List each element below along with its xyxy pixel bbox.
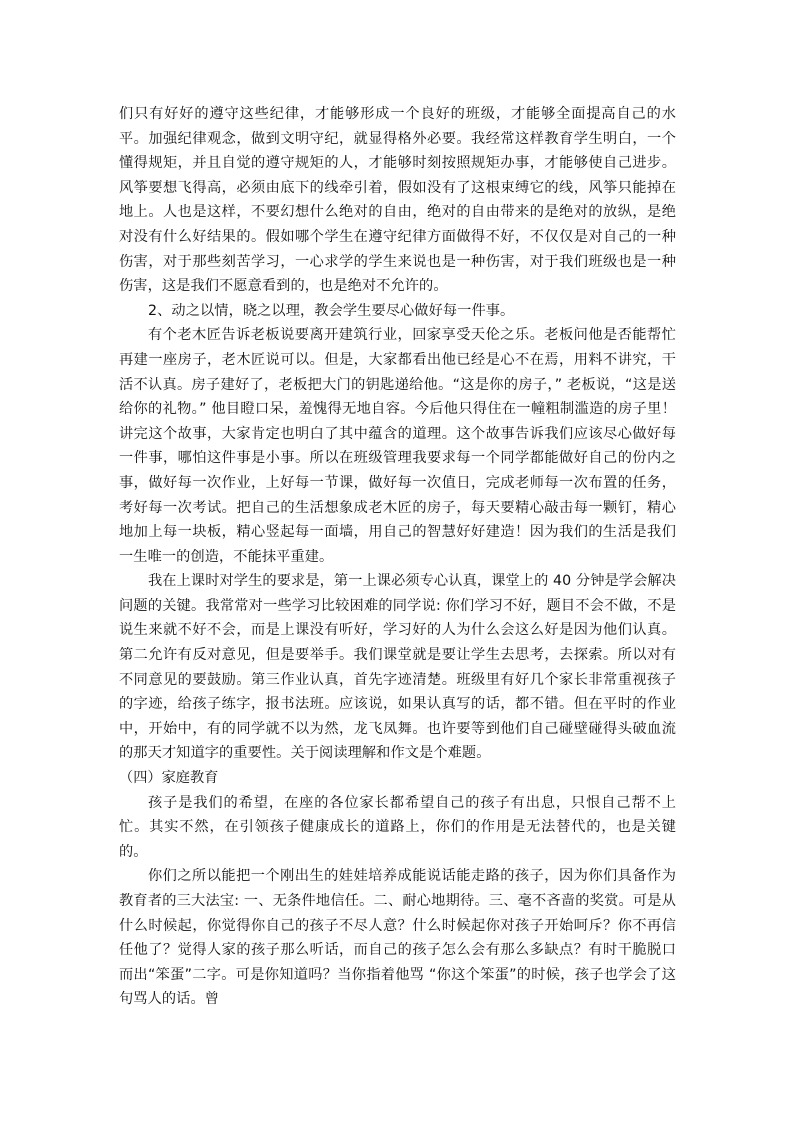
paragraph-children-hope: 孩子是我们的希望，在座的各位家长都希望自己的孩子有出息，只恨自己帮不上忙。其实不然，在引领孩子健康成长的道路上，你们的作用是无法替代的，也是关键的。	[119, 794, 676, 860]
document-body	[119, 102, 676, 1012]
section-heading-family-education: （四）家庭教育	[119, 770, 219, 787]
paragraph-carpenter-story: 有个老木匠告诉老板说要离开建筑行业，回家享受天伦之乐。老板问他是否能帮忙再建一座房子，老木匠说可以。但是，大家都看出他已经是心不在焉，用料不讲究，干活不认真。房子建好了，老板把大门的钥匙递给他。“这是你的房子，” 老板说，“这是送给你的礼物。” 他目瞪口呆，羞愧得无地自容。今后他只得住在一幢粗制滥造的房子里！讲完这个故事，大家肯定也明白了其中蕴含的道理。这个故事告诉我们应该尽心做好每一件事，哪怕这件事是小事。所以在班级管理我要求每一个同学都能做好自己的份内之事，做好每一次作业，上好每一节课，做好每一次值日，完成老师每一次布置的任务，考好每一次考试。把自己的生活想象成老木匠的房子，每天要精心敲击每一颗钉，精心地加上每一块板，精心竖起每一面墙，用自己的智慧好好建造！因为我们的生活是我们一生唯一的创造，不能抹平重建。	[119, 327, 676, 565]
paragraph-discipline: 们只有好好的遵守这些纪律，才能够形成一个良好的班级，才能够全面提高自己的水平。加强纪律观念，做到文明守纪，就显得格外必要。我经常这样教育学生明白，一个懂得规矩，并且自觉的遵守规矩的人，才能够时刻按照规矩办事，才能够使自己进步。风筝要想飞得高，必须由底下的线牵引着，假如没有了这根束缚它的线，风筝只能掉在地上。人也是这样，不要幻想什么绝对的自由，绝对的自由带来的是绝对的放纵，是绝对没有什么好结果的。假如哪个学生在遵守纪律方面做得不好，不仅仅是对自己的一种伤害，对于那些刻苦学习，一心求学的学生来说也是一种伤害，对于我们班级也是一种伤害，这是我们不愿意看到的，也是绝对不允许的。	[119, 106, 676, 295]
paragraph-three-treasures: 你们之所以能把一个刚出生的娃娃培养成能说话能走路的孩子，因为你们具备作为教育者的三大法宝: 一、无条件地信任。二、耐心地期待。三、毫不吝啬的奖赏。可是从什么时候起，你觉得你自己的孩子不尽人意？什么时候起你对孩子开始呵斥？你不再信任他了？觉得人家的孩子那么听话，而自己的孩子怎么会有那么多缺点？有时干脆脱口而出“笨蛋”二字。可是你知道吗？当你指着他骂 “你这个笨蛋”的时候，孩子也学会了这句骂人的话。曾	[119, 868, 676, 1008]
paragraph-class-requirements: 我在上课时对学生的要求是，第一上课必须专心认真，课堂上的 40 分钟是学会解决问题的关键。我常常对一些学习比较困难的同学说: 你们学习不好，题目不会不做，不是说生来就不好不会，而是上课没有听好，学习好的人为什么会这么好是因为他们认真。第二允许有反对意见，但是要举手。我们课堂就是要让学生去思考，去探索。所以对有不同意见的要鼓励。第三作业认真，首先字迹清楚。班级里有好几个家长非常重视孩子的字迹，给孩子练字，报书法班。应该说，如果认真写的话，都不错。但在平时的作业中，开始中，有的同学就不以为然，龙飞凤舞。也许要等到他们自己碰壁碰得头破血流的那天才知道字的重要性。关于阅读理解和作文是个难题。	[119, 573, 676, 762]
paragraph-point-2: 2、动之以情，晓之以理，教会学生要尽心做好每一件事。	[148, 302, 515, 319]
